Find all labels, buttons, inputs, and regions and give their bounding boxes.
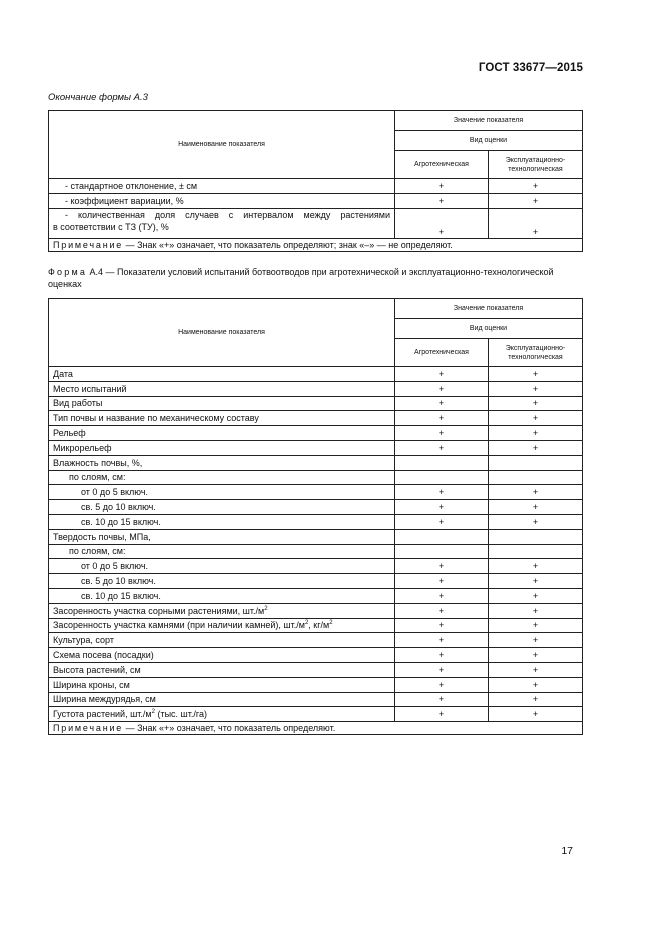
indicator-name — [49, 426, 395, 441]
indicator-name-text: от 0 до 5 включ. — [81, 487, 149, 498]
header-agrotechnical: Агротехническая — [395, 151, 489, 179]
indicator-name-text: Культура, сорт — [53, 635, 114, 646]
indicator-name-tail: , кг/м — [308, 620, 330, 631]
indicator-name — [49, 396, 395, 411]
header-operational-technological: Эксплуатационно-технологическая — [489, 151, 583, 179]
indicator-name-text: Высота растений, см — [53, 664, 141, 675]
indicator-name-text: Рельеф — [53, 428, 86, 439]
table-row — [49, 426, 583, 441]
indicator-name — [49, 692, 395, 707]
table-a3-note — [49, 239, 583, 252]
form-a4-title — [48, 266, 588, 290]
expl-mark: + — [489, 367, 583, 382]
header-operational-technological: Эксплуатационно-технологическая — [489, 339, 583, 367]
table-row — [49, 455, 583, 470]
indicator-name-text: Тип почвы и название по механическому составу — [53, 413, 259, 424]
agro-mark: + — [395, 588, 489, 603]
indicator-name — [49, 618, 395, 633]
table-row — [49, 559, 583, 574]
agro-mark: + — [395, 514, 489, 529]
note-label: Примечание — [53, 240, 124, 250]
indicator-name-text: Дата — [53, 368, 73, 379]
agro-mark: + — [395, 426, 489, 441]
expl-mark: + — [489, 500, 583, 515]
note-text: — Знак «+» означает, что показатель определяют. — [123, 723, 336, 734]
indicator-name-text: Место испытаний — [53, 383, 127, 394]
table-row — [49, 633, 583, 648]
indicator-name — [49, 677, 395, 692]
expl-mark: + — [489, 588, 583, 603]
table-row — [49, 367, 583, 382]
table-row — [49, 603, 583, 618]
table-row — [49, 179, 583, 194]
indicator-name-line2: в соответствии с ТЗ (ТУ), % — [53, 222, 169, 232]
table-row — [49, 588, 583, 603]
agro-mark: + — [395, 440, 489, 455]
expl-mark: + — [489, 440, 583, 455]
header-indicator-value: Значение показателя — [395, 299, 583, 319]
indicator-name — [49, 648, 395, 663]
agro-mark: + — [395, 396, 489, 411]
agro-mark: + — [395, 500, 489, 515]
expl-mark — [489, 544, 583, 559]
indicator-name-text: Схема посева (посадки) — [53, 650, 154, 661]
indicator-name — [49, 485, 395, 500]
expl-mark: + — [489, 396, 583, 411]
expl-mark: + — [489, 633, 583, 648]
expl-mark: + — [489, 559, 583, 574]
table-a3 — [48, 110, 583, 252]
table-row — [49, 529, 583, 544]
indicator-name — [49, 209, 395, 239]
header-agrotechnical: Агротехническая — [395, 339, 489, 367]
indicator-name-tail: (тыс. шт./га) — [154, 709, 207, 720]
unit-superscript: 2 — [329, 620, 333, 627]
indicator-name — [49, 367, 395, 382]
header-evaluation-type: Вид оценки — [395, 131, 583, 151]
header-indicator-value: Значение показателя — [395, 111, 583, 131]
agro-mark: + — [395, 367, 489, 382]
table-row — [49, 209, 583, 239]
agro-mark — [395, 544, 489, 559]
table-row — [49, 692, 583, 707]
agro-mark: + — [395, 692, 489, 707]
table-row — [49, 544, 583, 559]
indicator-name — [49, 500, 395, 515]
table-a4 — [48, 298, 583, 735]
indicator-name — [49, 707, 395, 722]
header-indicator-name: Наименование показателя — [49, 299, 395, 367]
table-row — [49, 707, 583, 722]
indicator-name — [49, 633, 395, 648]
indicator-name-text: Вид работы — [53, 398, 103, 409]
indicator-name — [49, 440, 395, 455]
indicator-name — [49, 603, 395, 618]
header-indicator-name: Наименование показателя — [49, 111, 395, 179]
expl-mark: + — [489, 426, 583, 441]
table-row — [49, 677, 583, 692]
unit-superscript: 2 — [151, 709, 155, 716]
expl-mark: + — [489, 514, 583, 529]
table-row — [49, 440, 583, 455]
agro-mark: + — [395, 209, 489, 239]
indicator-name — [49, 179, 395, 194]
indicator-name — [49, 514, 395, 529]
expl-mark: + — [489, 707, 583, 722]
agro-mark: + — [395, 707, 489, 722]
table-row — [49, 411, 583, 426]
indicator-name — [49, 411, 395, 426]
document-code: ГОСТ 33677—2015 — [478, 62, 583, 74]
indicator-name-text: Густота растений, шт./м — [53, 709, 152, 720]
expl-mark: + — [489, 618, 583, 633]
agro-mark: + — [395, 677, 489, 692]
expl-mark: + — [489, 179, 583, 194]
header-evaluation-type: Вид оценки — [395, 319, 583, 339]
table-row — [49, 618, 583, 633]
indicator-name-text: Засоренность участка сорными растениями, шт./м — [53, 605, 265, 616]
indicator-name-text: Засоренность участка камнями (при наличии камней), шт./м — [53, 620, 305, 631]
table-row — [49, 648, 583, 663]
expl-mark: + — [489, 692, 583, 707]
indicator-name — [49, 544, 395, 559]
indicator-name-text: Твердость почвы, МПа, — [53, 531, 151, 542]
indicator-name-text: Микрорельеф — [53, 442, 112, 453]
agro-mark: + — [395, 485, 489, 500]
expl-mark: + — [489, 194, 583, 209]
agro-mark: + — [395, 381, 489, 396]
indicator-name — [49, 662, 395, 677]
table-a3-caption: Окончание формы А.3 — [48, 92, 148, 103]
expl-mark: + — [489, 677, 583, 692]
expl-mark: + — [489, 411, 583, 426]
table-row — [49, 485, 583, 500]
table-row — [49, 470, 583, 485]
agro-mark: + — [395, 603, 489, 618]
table-row — [49, 396, 583, 411]
note-text: — Знак «+» означает, что показатель определяют; знак «–» — не определяют. — [123, 240, 453, 250]
expl-mark: + — [489, 574, 583, 589]
unit-superscript: 2 — [304, 620, 309, 627]
expl-mark: + — [489, 381, 583, 396]
form-title-text: А.4 — Показатели условий испытаний ботвоотводов при агротехнической и эксплуатационно-технологической оценках — [48, 267, 554, 289]
indicator-name-line1: - количественная доля случаев с интервалом между растениями — [65, 210, 390, 220]
table-row — [49, 500, 583, 515]
indicator-name-text: - стандартное отклонение, ± см — [65, 181, 198, 191]
expl-mark — [489, 455, 583, 470]
indicator-name — [49, 455, 395, 470]
indicator-name — [49, 529, 395, 544]
indicator-name — [49, 574, 395, 589]
indicator-name-text: св. 10 до 15 включ. — [81, 516, 161, 527]
table-row — [49, 381, 583, 396]
indicator-name — [49, 194, 395, 209]
expl-mark: + — [489, 209, 583, 239]
indicator-name-text: по слоям, см: — [69, 546, 126, 557]
unit-superscript: 2 — [264, 605, 268, 612]
agro-mark: + — [395, 179, 489, 194]
agro-mark: + — [395, 194, 489, 209]
note-label: Примечание — [53, 723, 124, 734]
agro-mark: + — [395, 618, 489, 633]
indicator-name — [49, 588, 395, 603]
expl-mark — [489, 470, 583, 485]
indicator-name-text: Ширина междурядья, см — [53, 694, 156, 705]
agro-mark: + — [395, 411, 489, 426]
agro-mark: + — [395, 633, 489, 648]
indicator-name — [49, 381, 395, 396]
indicator-name-text: Ширина кроны, см — [53, 679, 130, 690]
agro-mark — [395, 455, 489, 470]
table-row — [49, 194, 583, 209]
agro-mark: + — [395, 662, 489, 677]
indicator-name-text: св. 5 до 10 включ. — [81, 576, 156, 587]
expl-mark: + — [489, 662, 583, 677]
agro-mark — [395, 470, 489, 485]
expl-mark — [489, 529, 583, 544]
indicator-name-text: по слоям, см: — [69, 472, 126, 483]
indicator-name — [49, 559, 395, 574]
expl-mark: + — [489, 485, 583, 500]
indicator-name-text: св. 10 до 15 включ. — [81, 590, 161, 601]
agro-mark — [395, 529, 489, 544]
table-row — [49, 514, 583, 529]
indicator-name — [49, 470, 395, 485]
indicator-name-text: - коэффициент вариации, % — [65, 196, 184, 206]
indicator-name-text: от 0 до 5 включ. — [81, 561, 149, 572]
form-prefix: Форма — [48, 267, 88, 277]
table-a4-note — [49, 722, 583, 735]
table-row — [49, 662, 583, 677]
expl-mark: + — [489, 603, 583, 618]
agro-mark: + — [395, 574, 489, 589]
agro-mark: + — [395, 559, 489, 574]
page-number: 17 — [561, 845, 573, 857]
indicator-name-text: св. 5 до 10 включ. — [81, 502, 156, 513]
table-row — [49, 574, 583, 589]
agro-mark: + — [395, 648, 489, 663]
indicator-name-text: Влажность почвы, %, — [53, 457, 143, 468]
expl-mark: + — [489, 648, 583, 663]
